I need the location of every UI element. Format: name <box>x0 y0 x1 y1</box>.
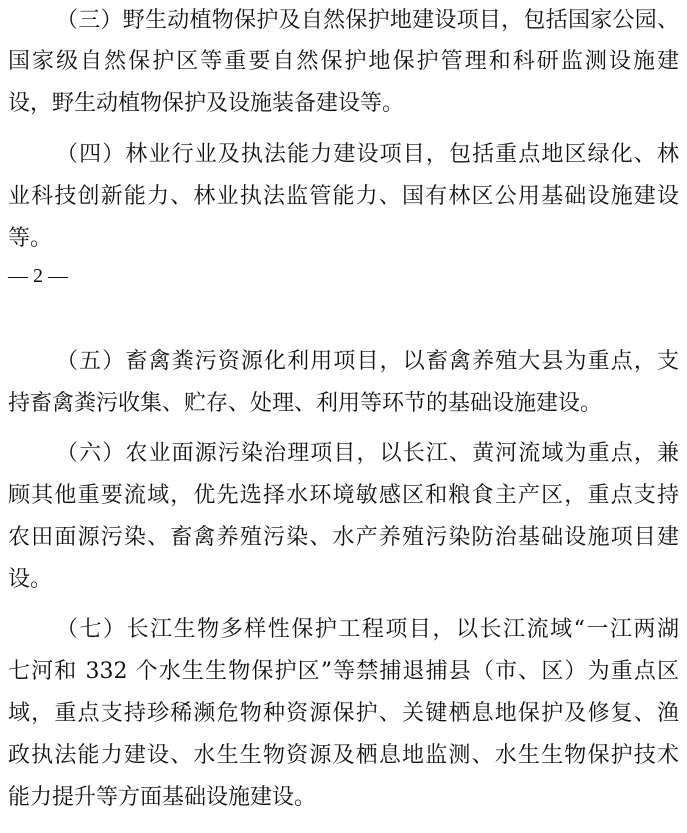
section-7-line-3: 域，重点支持珍稀濒危物种资源保护、关键栖息地保护及修复、渔 <box>8 701 679 726</box>
section-3-line-3: 设，野生动植物保护及设施装备建设等。 <box>8 91 405 116</box>
section-4-line-1: （四）林业行业及执法能力建设项目，包括重点地区绿化、林 <box>56 142 679 167</box>
section-6-line-3: 农田面源污染、畜禽养殖污染、水产养殖污染防治基础设施项目建 <box>8 525 679 550</box>
section-6-line-2: 顾其他重要流域，优先选择水环境敏感区和粮食主产区，重点支持 <box>8 483 679 508</box>
section-7-line-4: 政执法能力建设、水生生物资源及栖息地监测、水生生物保护技术 <box>8 743 679 768</box>
section-7-line-2: 七河和 332 个水生生物保护区”等禁捕退捕县（市、区）为重点区 <box>8 659 679 684</box>
section-7-line-1: （七）长江生物多样性保护工程项目，以长江流域“一江两湖 <box>56 617 679 642</box>
page-number: — 2 — <box>8 265 68 287</box>
section-4-line-3: 等。 <box>8 226 53 251</box>
section-6-line-1: （六）农业面源污染治理项目，以长江、黄河流域为重点，兼 <box>56 441 679 466</box>
section-6-line-4: 设。 <box>8 567 53 592</box>
section-5-line-1: （五）畜禽粪污资源化利用项目，以畜禽养殖大县为重点，支 <box>56 349 679 374</box>
section-3-line-2: 国家级自然保护区等重要自然保护地保护管理和科研监测设施建 <box>8 49 679 74</box>
section-5-line-2: 持畜禽粪污收集、贮存、处理、利用等环节的基础设施建设。 <box>8 391 603 416</box>
section-7-line-5: 能力提升等方面基础设施建设。 <box>8 785 317 810</box>
section-4-line-2: 业科技创新能力、林业执法监管能力、国有林区公用基础设施建设 <box>8 184 679 209</box>
section-3-line-1: （三）野生动植物保护及自然保护地建设项目，包括国家公园、 <box>56 8 679 33</box>
